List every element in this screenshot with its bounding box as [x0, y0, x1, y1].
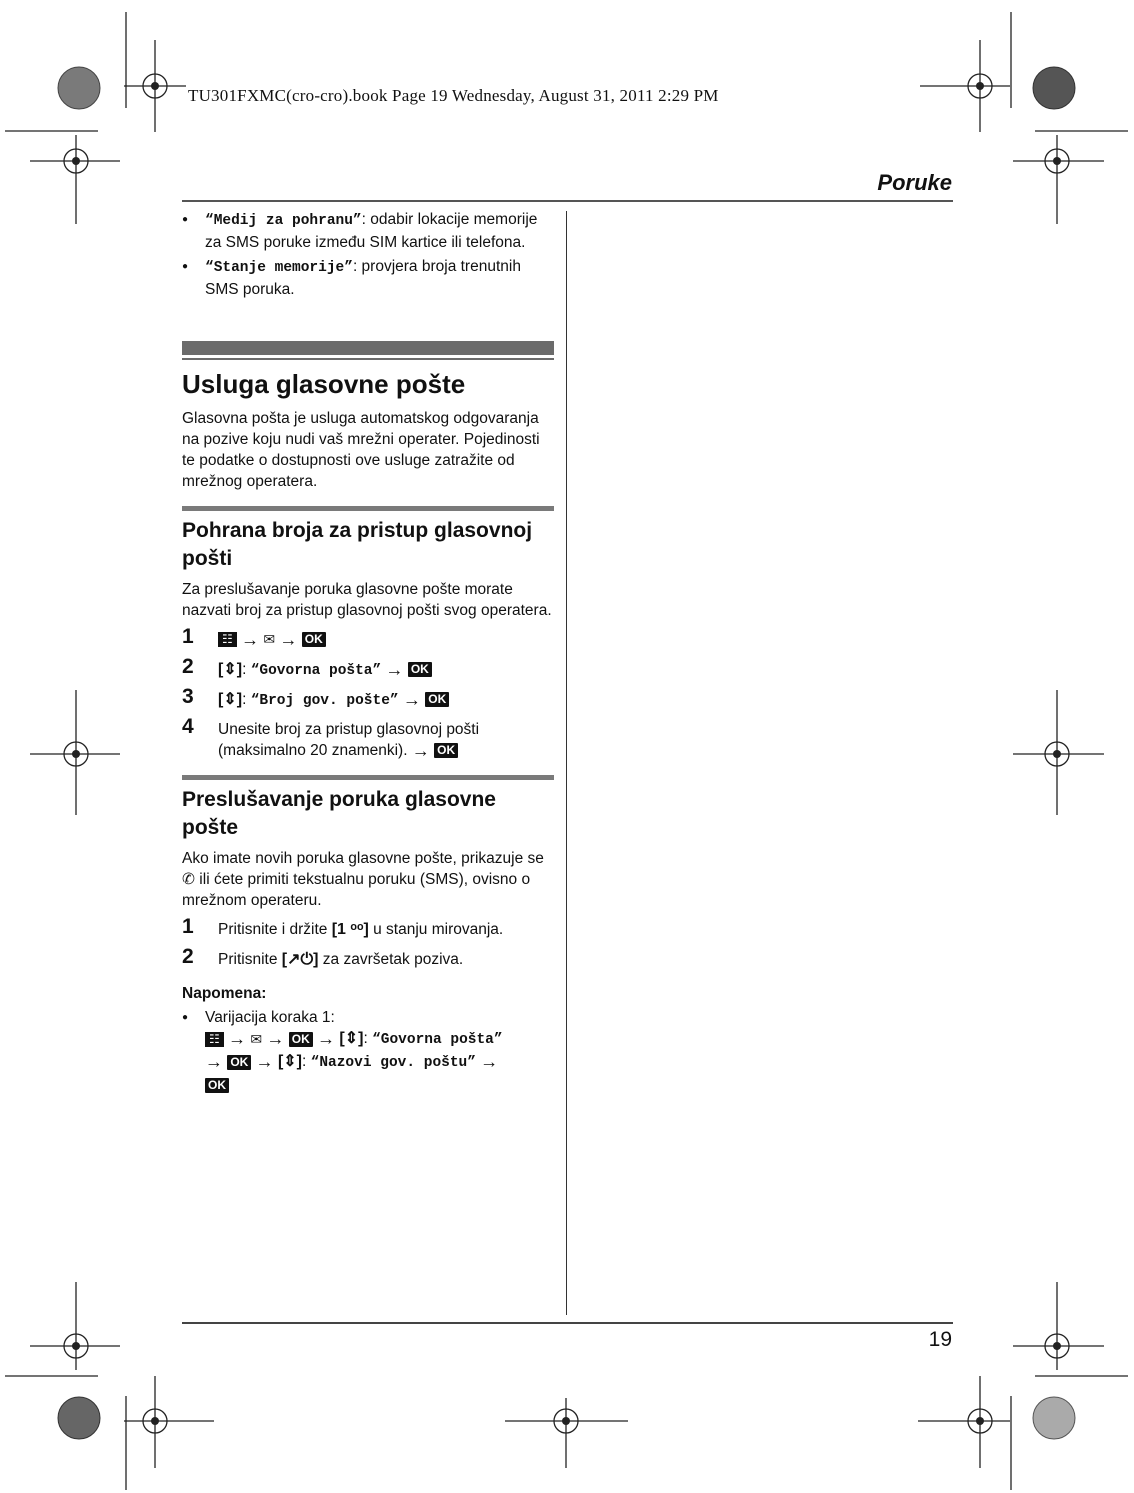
- arrow-icon: →: [385, 659, 404, 680]
- off-key-icon: [↗⏻]: [281, 951, 319, 969]
- ok-key-icon: OK: [434, 743, 458, 758]
- main-heading: Usluga glasovne pošte: [182, 369, 466, 399]
- separator: :: [242, 691, 251, 708]
- step-2: [182, 655, 554, 683]
- menu-icon: ☷: [205, 1032, 224, 1047]
- heading-bar-thin: [182, 358, 554, 360]
- step-number: 1: [182, 625, 194, 648]
- menu-option-label: “Stanje memorije”: [205, 260, 353, 276]
- envelope-icon: ✉: [250, 1030, 263, 1047]
- ok-key-icon: OK: [289, 1032, 313, 1047]
- bullet-text: : provjera broja trenutnih SMS poruka.: [205, 258, 521, 298]
- step-number: 4: [182, 715, 194, 738]
- step-3: [182, 685, 554, 713]
- separator: :: [242, 661, 251, 678]
- voicemail-icon: ✆: [182, 871, 195, 889]
- footer-rule: [182, 1322, 953, 1324]
- menu-option-label: “Govorna pošta”: [372, 1032, 503, 1049]
- menu-option-label: “Nazovi gov. poštu”: [310, 1055, 476, 1072]
- bullet-memory-status: [182, 256, 554, 300]
- step-4: [182, 715, 554, 761]
- note-bullet: [182, 1007, 554, 1095]
- ok-key-icon: OK: [408, 662, 432, 677]
- arrow-icon: →: [241, 629, 260, 650]
- column-divider: [566, 211, 567, 1315]
- menu-option-label: “Broj gov. pošte”: [250, 693, 399, 709]
- subheading-listen-messages: Preslušavanje poruka glasovne pošte: [182, 788, 496, 840]
- separator: :: [363, 1030, 373, 1048]
- separator: :: [302, 1053, 311, 1071]
- bullet-text: : odabir lokacije memorije za SMS poruke između SIM kartice ili telefona.: [205, 211, 538, 251]
- menu-icon: ☷: [218, 632, 237, 647]
- left-column: [182, 206, 554, 1098]
- listen-intro-text: Ako imate novih poruka glasovne pošte, prikazuje se: [182, 850, 544, 868]
- menu-option-label: “Medij za pohranu”: [205, 213, 362, 229]
- arrow-icon: →: [480, 1051, 499, 1072]
- nav-key-icon: [⇕]: [277, 1053, 302, 1071]
- nav-key-icon: [⇕]: [218, 691, 243, 708]
- subheading-bar: [182, 506, 554, 511]
- page-number: 19: [928, 1328, 952, 1351]
- listen-step-2: [182, 945, 554, 973]
- step-text: u stanju mirovanja.: [368, 921, 504, 939]
- step-number: 1: [182, 915, 194, 939]
- nav-key-icon: [⇕]: [218, 661, 243, 678]
- menu-option-label: “Govorna pošta”: [250, 663, 382, 679]
- print-header-line: TU301FXMC(cro-cro).book Page 19 Wednesday, August 31, 2011 2:29 PM: [188, 86, 719, 105]
- header-rule: [182, 200, 953, 202]
- step-number: 2: [182, 655, 194, 678]
- arrow-icon: →: [266, 1028, 285, 1049]
- heading-bar: [182, 341, 554, 355]
- store-number-intro: Za preslušavanje poruka glasovne pošte morate nazvati broj za pristup glasovnoj pošti svog operatera.: [182, 581, 552, 619]
- bullet-storage-medium: [182, 209, 554, 253]
- key-1-icon: [1 ᵒᵒ]: [331, 921, 369, 939]
- intro-paragraph: Glasovna pošta je usluga automatskog odgovaranja na pozive koju nudi vaš mrežni operater. Pojedinosti te podatke o dostupnosti ove usluge zatražite od mrežnog operatera.: [182, 410, 540, 490]
- ok-key-icon: OK: [302, 632, 326, 647]
- arrow-icon: →: [228, 1028, 247, 1049]
- step-text: Pritisnite: [218, 951, 282, 969]
- ok-key-icon: OK: [425, 692, 449, 707]
- arrow-icon: →: [402, 689, 421, 710]
- envelope-icon: ✉: [263, 631, 276, 648]
- step-text: Pritisnite i držite: [218, 921, 332, 939]
- step-1: [182, 625, 554, 653]
- step-number: 2: [182, 945, 194, 969]
- arrow-icon: →: [255, 1051, 274, 1072]
- listen-step-1: [182, 915, 554, 943]
- arrow-icon: →: [411, 740, 430, 761]
- arrow-icon: →: [317, 1028, 336, 1049]
- note-title: Napomena:: [182, 985, 267, 1003]
- nav-key-icon: [⇕]: [339, 1030, 364, 1048]
- subheading-store-number: Pohrana broja za pristup glasovnoj pošti: [182, 519, 533, 570]
- section-title: Poruke: [877, 170, 952, 195]
- ok-key-icon: OK: [205, 1078, 229, 1093]
- arrow-icon: →: [205, 1051, 223, 1072]
- listen-intro-text: ili ćete primiti tekstualnu poruku (SMS), ovisno o mrežnom operateru.: [182, 871, 531, 910]
- subheading-bar: [182, 775, 554, 780]
- step-text: Unesite broj za pristup glasovnoj pošti (maksimalno 20 znamenki).: [218, 721, 480, 759]
- note-text: Varijacija koraka 1:: [205, 1009, 335, 1027]
- step-text: za završetak poziva.: [318, 951, 464, 969]
- listen-intro: [182, 848, 554, 911]
- step-number: 3: [182, 685, 194, 708]
- ok-key-icon: OK: [227, 1055, 251, 1070]
- arrow-icon: →: [279, 629, 298, 650]
